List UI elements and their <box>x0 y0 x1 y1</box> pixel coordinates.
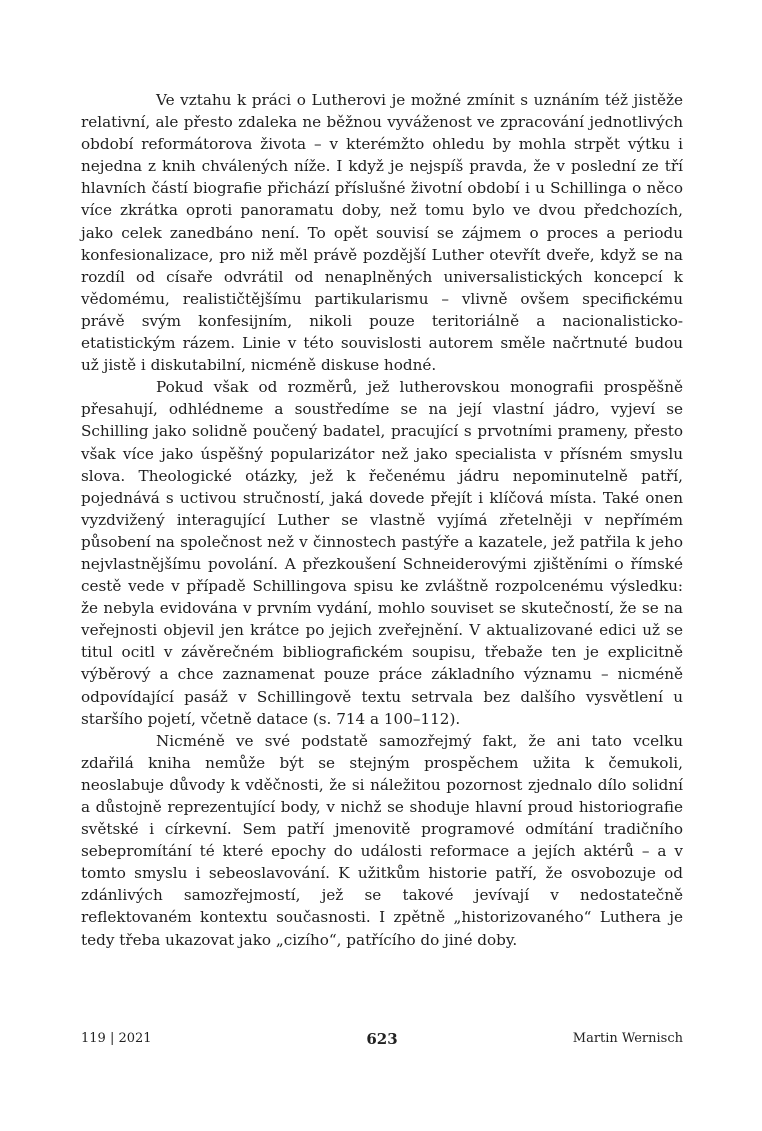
page-number: 623 <box>366 1030 398 1048</box>
issue-label: 119 | 2021 <box>81 1031 152 1046</box>
paragraph-2: Pokud však od rozměrů, jež lutherovskou monografii prospěšně přesahují, odhlédneme a soustředíme se na její vlastní jádro, vyjeví se Schilling jako solidně poučený badatel, pracující s prvotními prameny, přesto však více jako úspěšný popularizátor než jako specialista v přísném smyslu slova. Theologické otázky, jež k řečenému jádru nepominutelně patří, pojednává s uctivou stručností, jaká dovede přejít i klíčová místa. Také onen vyzdvižený interagující Luther se vlastně vyjímá zřetelněji v nepřímém působení na společnost než v činnostech pastýře a kazatele, jež patřila k jeho nejvlastnějšímu povolání. A přezkoušení Schneiderovými zjištěními o římské cestě vede v případě Schillingova spisu ke zvláštně rozpolcenému výsledku: že nebyla evidována v prvním vydání, mohlo souviset se skutečností, že se na veřejnosti objevil jen krátce po jejich zveřejnění. V aktualizované edici už se titul ocitl v závěrečném bibliografickém soupisu, třebaže ten je explicitně výběrový a chce zaznamenat pouze práce základního významu – nicméně odpovídající pasáž v Schillingově textu setrvala bez dalšího vysvětlení u staršího pojetí, včetně datace (s. 714 a 100–112). <box>81 378 683 728</box>
paragraph-1: Ve vztahu k práci o Lutherovi je možné zmínit s uznáním též jistěže relativní, ale přesto zdaleka ne běžnou vyváženost ve zpracování jednotlivých období reformátorova života – v kterémžto ohledu by mohla strpět výtku i nejedna z knih chválených níže. I když je nejspíš pravda, že v poslední ze tří hlavních částí biografie přichází příslušné životní období i u Schillinga o něco více zkrátka oproti panoramatu doby, než tomu bylo ve dvou předchozích, jako celek zanedbáno není. To opět souvisí se zájmem o proces a periodu konfesionalizace, pro niž měl právě pozdější Luther otevřít dveře, když se na rozdíl od císaře odvrátil od nenaplněných universalistických koncepcí k vědomému, realističtějšímu partikularismu – vlivně ovšem specifickému právě svým konfesijním, nikoli pouze teritoriálně a nacionalisticko-etatistickým rázem. Linie v této souvislosti autorem směle načrtnuté budou už jistě i diskutabilní, nicméně diskuse hodné. <box>81 91 683 375</box>
body-text <box>81 89 683 951</box>
paragraph-3: Nicméně ve své podstatě samozřejmý fakt, že ani tato vcelku zdařilá kniha nemůže být se stejným prospěchem užita k čemukoli, neoslabuje důvody k vděčnosti, že si náležitou pozornost zjednalo dílo solidní a důstojně reprezentující body, v nichž se shoduje hlavní proud historiografie světské i církevní. Sem patří jmenovitě programové odmítání tradičního sebepromítání té které epochy do události reformace a jejích aktérů – a v tomto smyslu i sebeoslavování. K užitkům historie patří, že osvobozuje od zdánlivých samozřejmostí, jež se takové jevívají v nedostatečně reflektovaném kontextu současnosti. I zpětně „historizovaného“ Luthera je tedy třeba ukazovat jako „cizího“, patřícího do jiné doby. <box>81 731 683 949</box>
author-name: Martin Wernisch <box>572 1031 683 1046</box>
page-footer <box>81 1031 683 1053</box>
